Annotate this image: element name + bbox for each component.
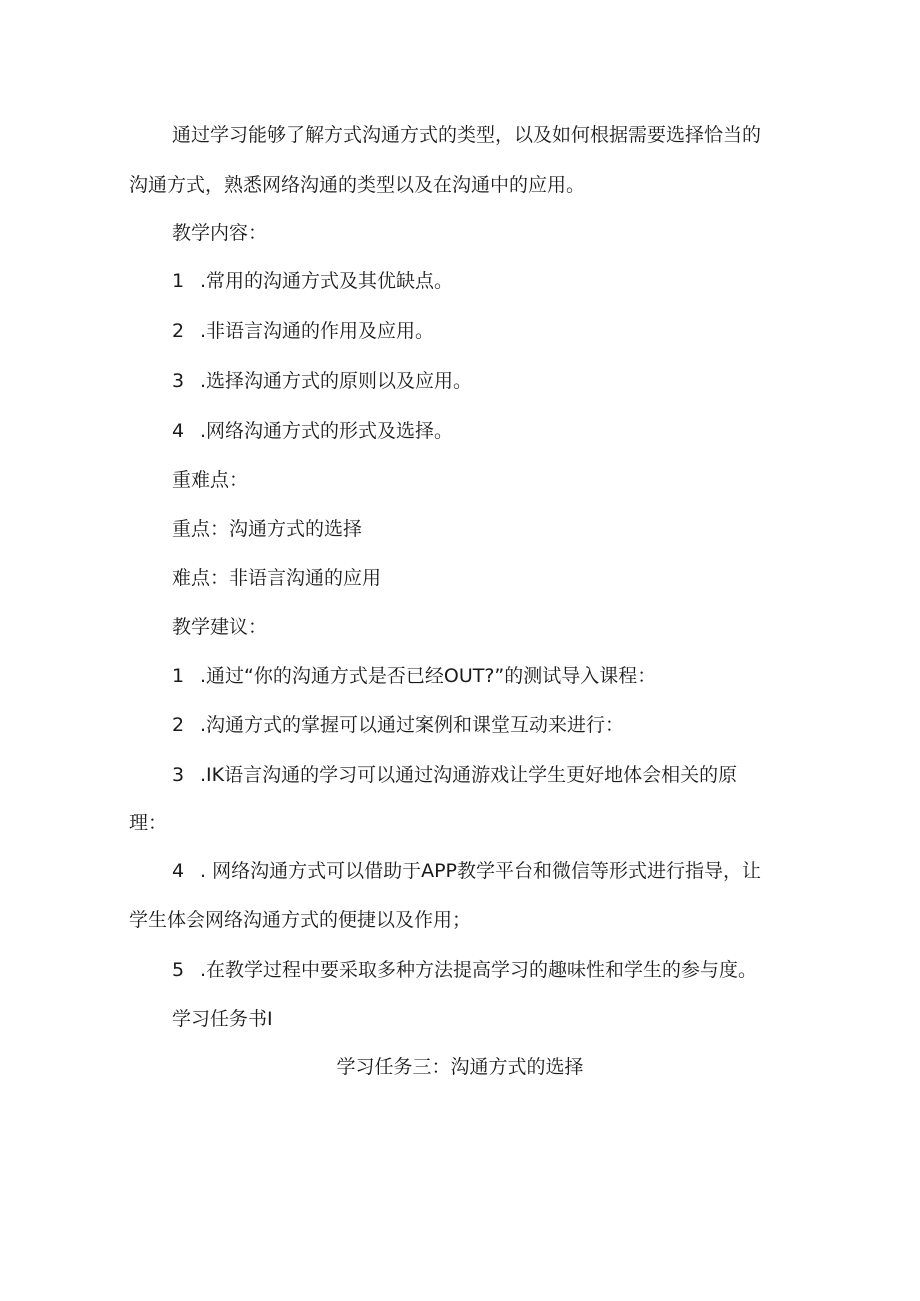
- item-text: .非语言沟通的作用及应用。: [200, 320, 435, 342]
- task-title: 学习任务三：沟通方式的选择: [336, 1056, 584, 1078]
- item-number: 5: [172, 959, 185, 981]
- task-book-label: 学习任务书I: [172, 1008, 273, 1030]
- item-text: . 网络沟通方式可以借助于APP教学平台和微信等形式进行指导，让: [200, 860, 761, 882]
- item-number: 3: [172, 764, 185, 786]
- content-item: [172, 318, 434, 344]
- item-number: 1: [172, 665, 185, 687]
- suggestion-item: [172, 957, 757, 983]
- item-text: .在教学过程中要采取多种方法提高学习的趣味性和学生的参与度。: [200, 959, 758, 981]
- difficult-point: 难点：非语言沟通的应用: [172, 567, 382, 589]
- content-item: [172, 268, 453, 294]
- suggestion-item: [172, 663, 656, 689]
- item-text: .网络沟通方式的形式及选择。: [200, 420, 454, 442]
- item-number: 3: [172, 370, 185, 392]
- intro-paragraph-line-2: 沟通方式，熟悉网络沟通的类型以及在沟通中的应用。: [129, 174, 586, 196]
- content-item: [172, 418, 453, 444]
- item-text: .IK语言沟通的学习可以通过沟通游戏让学生更好地体会相关的原: [200, 764, 738, 786]
- suggestion-item: [172, 858, 761, 884]
- suggestion-item-continuation: 学生体会网络沟通方式的便捷以及作用；: [129, 909, 472, 931]
- item-number: 2: [172, 320, 185, 342]
- item-text: .沟通方式的掌握可以通过案例和课堂互动来进行：: [200, 714, 625, 736]
- item-number: 2: [172, 714, 185, 736]
- content-item: [172, 368, 472, 394]
- item-number: 4: [172, 860, 185, 882]
- intro-paragraph-line-1: 通过学习能够了解方式沟通方式的类型，以及如何根据需要选择恰当的: [172, 124, 762, 146]
- item-text: .常用的沟通方式及其优缺点。: [200, 270, 454, 292]
- item-text: .通过“你的沟通方式是否已经OUT?”的测试导入课程：: [200, 665, 657, 687]
- item-number: 1: [172, 270, 185, 292]
- key-point: 重点：沟通方式的选择: [172, 518, 363, 540]
- suggestion-item: [172, 712, 624, 738]
- suggestion-item-continuation: 理：: [129, 812, 168, 834]
- teaching-content-heading: 教学内容：: [172, 222, 268, 244]
- item-text: .选择沟通方式的原则以及应用。: [200, 370, 473, 392]
- suggestion-item: [172, 762, 737, 788]
- key-points-heading: 重难点：: [172, 469, 249, 491]
- item-number: 4: [172, 420, 185, 442]
- teaching-suggestions-heading: 教学建议：: [172, 616, 268, 638]
